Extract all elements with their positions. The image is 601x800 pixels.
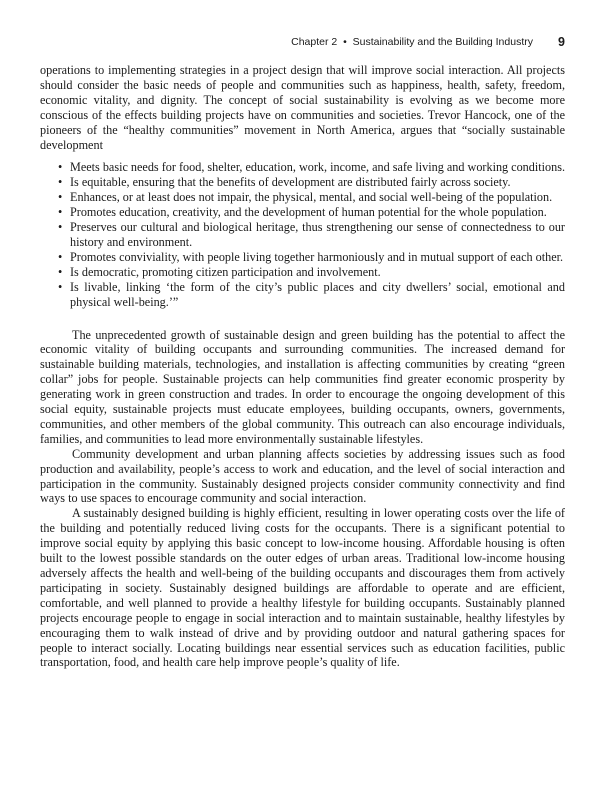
body-paragraph-economic: The unprecedented growth of sustainable design and green building has the potential to affect the economic vitality of building occupants and surrounding communities. The increased demand for sustainable building materials, technologies, and installation is affecting communities by creating “green collar” jobs for people. Sustainable projects can help communities find greater economic prosperity by generating work in green construction and trades. In order to encourage the ongoing development of this social equity, sustainable projects must educate employees, building occupants, owners, governments, communities, and other members of the global community. This outreach can also encourage individuals, families, and communities to lead more environmentally sustainable lifestyles. bbox=[40, 327, 565, 446]
body-paragraph-housing: A sustainably designed building is highly efficient, resulting in lower operating costs over the life of the building and potentially reduced living costs for the occupants. There is a significant potential to improve social equity by applying this basic concept to low-income housing. Affordable housing is often built to the lowest possible standards on the outer edges of urban areas. Traditional low-income housing adversely affects the health and well-being of the building occupants and discourages them from actively participating in society. Sustainably designed buildings are affordable to operate and are efficient, comfortable, and well planned to provide a healthy lifestyle for building occupants. Sustainably planned projects encourage people to engage in social interaction and to maintain sustainable, healthy lifestyles by encouraging them to walk instead of drive and by providing outdoor and natural gathering spaces for people to interact socially. Locating buildings near essential services such as education facilities, public transportation, food, and health care help improve people’s quality of life. bbox=[40, 506, 565, 670]
bullet-icon: • bbox=[58, 249, 63, 264]
bullet-item bbox=[58, 220, 565, 250]
bullet-text: Promotes education, creativity, and the development of human potential for the whole population. bbox=[70, 205, 547, 220]
bullet-icon: • bbox=[58, 160, 63, 175]
bullet-item bbox=[58, 279, 565, 310]
bullet-icon: • bbox=[58, 190, 63, 205]
bullet-text: Is livable, linking ‘the form of the city’s public places and city dwellers’ social, emotional and physical well-being.’” bbox=[70, 279, 565, 309]
bullet-item bbox=[58, 249, 565, 265]
bullet-text: Enhances, or at least does not impair, the physical, mental, and social well-being of the population. bbox=[70, 190, 553, 205]
bullet-icon: • bbox=[58, 279, 63, 294]
bullet-text: Is equitable, ensuring that the benefits of development are distributed fairly across society. bbox=[70, 175, 511, 190]
bullet-icon: • bbox=[58, 264, 63, 279]
bullet-item bbox=[58, 264, 565, 280]
bullet-text: Preserves our cultural and biological heritage, thus strengthening our sense of connectedness to our history and environment. bbox=[70, 220, 565, 249]
bullet-item bbox=[58, 190, 565, 205]
intro-paragraph: operations to implementing strategies in a project design that will improve social interaction. All projects should consider the basic needs of people and communities such as happiness, health, safety, freedom, economic vitality, and dignity. The concept of social sustainability is evolving as we become more conscious of the effects building projects have on communities and societies. Trevor Hancock, one of the pioneers of the “healthy communities” movement in North America, argues that “socially sustainable development bbox=[40, 63, 565, 152]
bullet-text: Promotes conviviality, with people living together harmoniously and in mutual support of each other. bbox=[70, 249, 564, 264]
bullet-item bbox=[58, 205, 565, 220]
running-head bbox=[291, 36, 533, 48]
chapter-label: Chapter 2 bbox=[291, 36, 338, 48]
bullet-icon: • bbox=[58, 175, 63, 190]
bullet-text: Meets basic needs for food, shelter, education, work, income, and safe living and working conditions. bbox=[70, 160, 566, 175]
body-paragraph-community: Community development and urban planning affects societies by addressing issues such as food production and availability, people’s access to work and education, and the level of social interaction and participation in the community. Sustainably designed projects consider community connectivity and find ways to use spaces to encourage community and social interaction. bbox=[40, 446, 565, 506]
page-number: 9 bbox=[558, 35, 565, 49]
header-separator: • bbox=[343, 36, 347, 48]
bullet-item bbox=[58, 175, 565, 190]
page-header bbox=[40, 36, 565, 52]
bullet-item bbox=[58, 160, 566, 175]
page-body bbox=[40, 63, 565, 670]
bullet-icon: • bbox=[58, 220, 63, 235]
bullet-icon: • bbox=[58, 205, 63, 220]
chapter-title: Sustainability and the Building Industry bbox=[352, 36, 533, 48]
bullet-list bbox=[40, 160, 565, 309]
bullet-text: Is democratic, promoting citizen participation and involvement. bbox=[70, 264, 381, 279]
